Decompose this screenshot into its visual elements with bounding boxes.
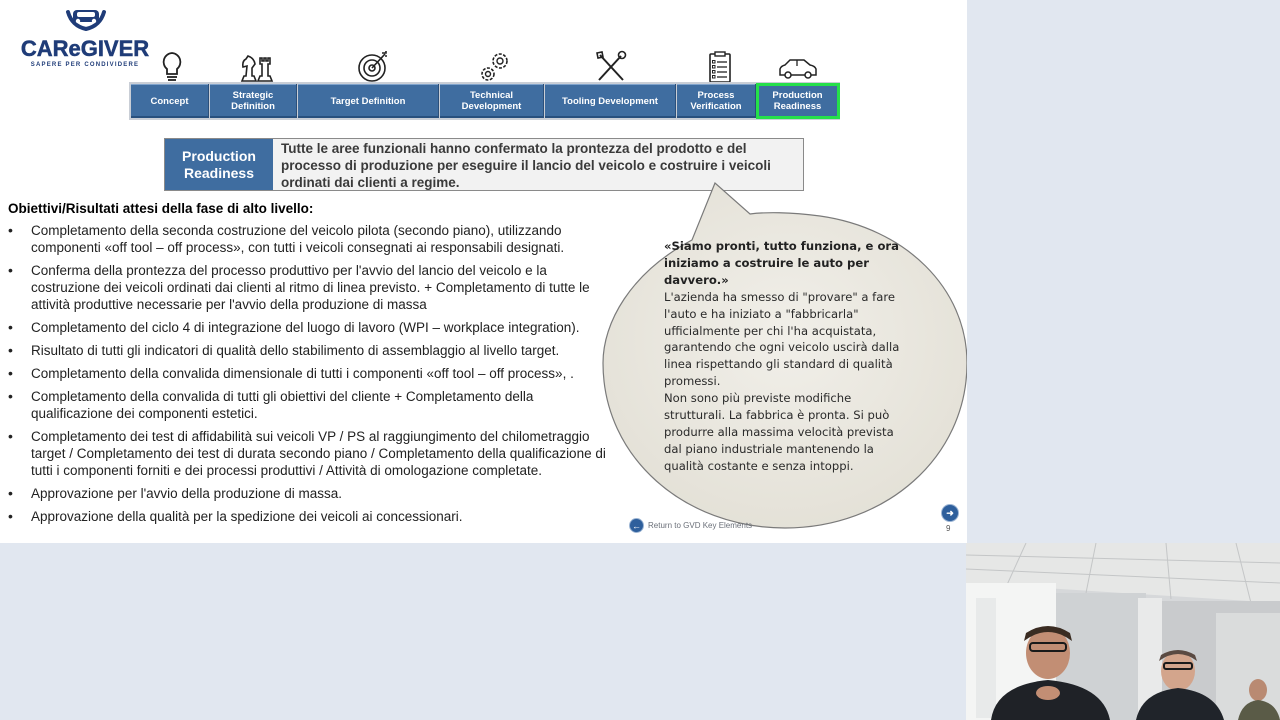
page-number: 9 (946, 524, 951, 533)
webcam-video-feed (966, 543, 1280, 720)
lightbulb-icon (152, 50, 192, 84)
objective-item: • Approvazione della qualità per la spedizione dei veicoli ai concessionari. (8, 508, 608, 525)
clipboard-icon (700, 50, 740, 84)
objective-item: • Completamento della convalida di tutti gli obiettivi del cliente + Completamento della qualificazione dei componenti estetici. (8, 388, 608, 422)
objective-item: • Completamento del ciclo 4 di integrazione del luogo di lavoro (WPI – workplace integration). (8, 319, 608, 336)
objective-item: • Approvazione per l'avvio della produzione di massa. (8, 485, 608, 502)
objective-item: • Conferma della prontezza del processo produttivo per l'avvio del lancio del veicolo e la costruzione dei veicoli ordinati dai clienti al ritmo di linea previsto. + Completamento di tutte le attività produttive necessarie per l'avvio della produzione di massa (8, 262, 608, 313)
logo-title: CAReGIVER (20, 36, 150, 61)
phase-target-definition[interactable]: Target Definition (298, 84, 439, 118)
back-arrow-icon[interactable]: ← (632, 520, 641, 531)
car-icon (778, 50, 818, 84)
bubble-paragraph-1: L'azienda ha smesso di "provare" a fare l'auto e ha iniziato a "fabbricarla" ufficialmente per chi l'ha acquistata, garantendo che ogni veicolo uscirà dalla linea rispettando gli standard di qualità promessi. (664, 289, 900, 389)
logo-tagline: SAPERE PER CONDIVIDERE (30, 62, 140, 68)
phase-technical-development[interactable]: Technical Development (440, 84, 544, 118)
objectives-title: Obiettivi/Risultati attesi della fase di alto livello: (8, 201, 314, 216)
return-link[interactable] (630, 519, 752, 532)
objective-item: • Completamento della convalida dimensionale di tutti i componenti «off tool – off process», . (8, 365, 608, 382)
objectives-list (8, 222, 608, 531)
objective-item: • Completamento della seconda costruzione del veicolo pilota (secondo piano), utilizzando componenti «off tool – off process», con tutti i veicoli consegnati ai responsabili designati. (8, 222, 608, 256)
next-arrow-icon[interactable]: ➜ (942, 505, 958, 521)
phase-definition-label: Production Readiness (165, 139, 273, 190)
objective-item: • Completamento dei test di affidabilità sui veicoli VP / PS al raggiungimento del chilometraggio target / Completamento dei test di durata secondo piano / Completamento della qualificazione di tutti i componenti forniti e dei processi produttivi / Attività di omologazione completate. (8, 428, 608, 479)
tools-icon (591, 50, 631, 84)
bubble-paragraph-2: Non sono più previste modifiche strutturali. La fabbrica è pronta. Si può produrre alla massima velocità prevista dal piano industriale mantenendo la qualità costante e senza intoppi. (664, 391, 894, 473)
objective-item: • Risultato di tutti gli indicatori di qualità dello stabilimento di assemblaggio al livello target. (8, 342, 608, 359)
return-link-label[interactable]: Return to GVD Key Elements (648, 521, 753, 530)
phase-icons-row (0, 0, 967, 90)
speech-bubble-text (664, 238, 914, 475)
webcam-image (966, 543, 1280, 720)
bubble-quote: «Siamo pronti, tutto funziona, e ora iniziamo a costruire le auto per davvero.» (664, 239, 899, 287)
phase-concept[interactable]: Concept (131, 84, 209, 118)
target-icon (353, 50, 393, 84)
chess-pieces-icon (236, 50, 276, 84)
phase-strategic-definition[interactable]: Strategic Definition (210, 84, 297, 118)
gears-icon (474, 50, 514, 84)
phase-tooling-development[interactable]: Tooling Development (545, 84, 676, 118)
phase-production-readiness[interactable]: Production Readiness (757, 84, 839, 118)
phase-process-verification[interactable]: Process Verification (677, 84, 756, 118)
phase-definition-text: Tutte le aree funzionali hanno confermato la prontezza del prodotto e del processo di produzione per eseguire il lancio del veicolo e costruire i veicoli ordinati dai clienti a regime. (281, 141, 771, 190)
